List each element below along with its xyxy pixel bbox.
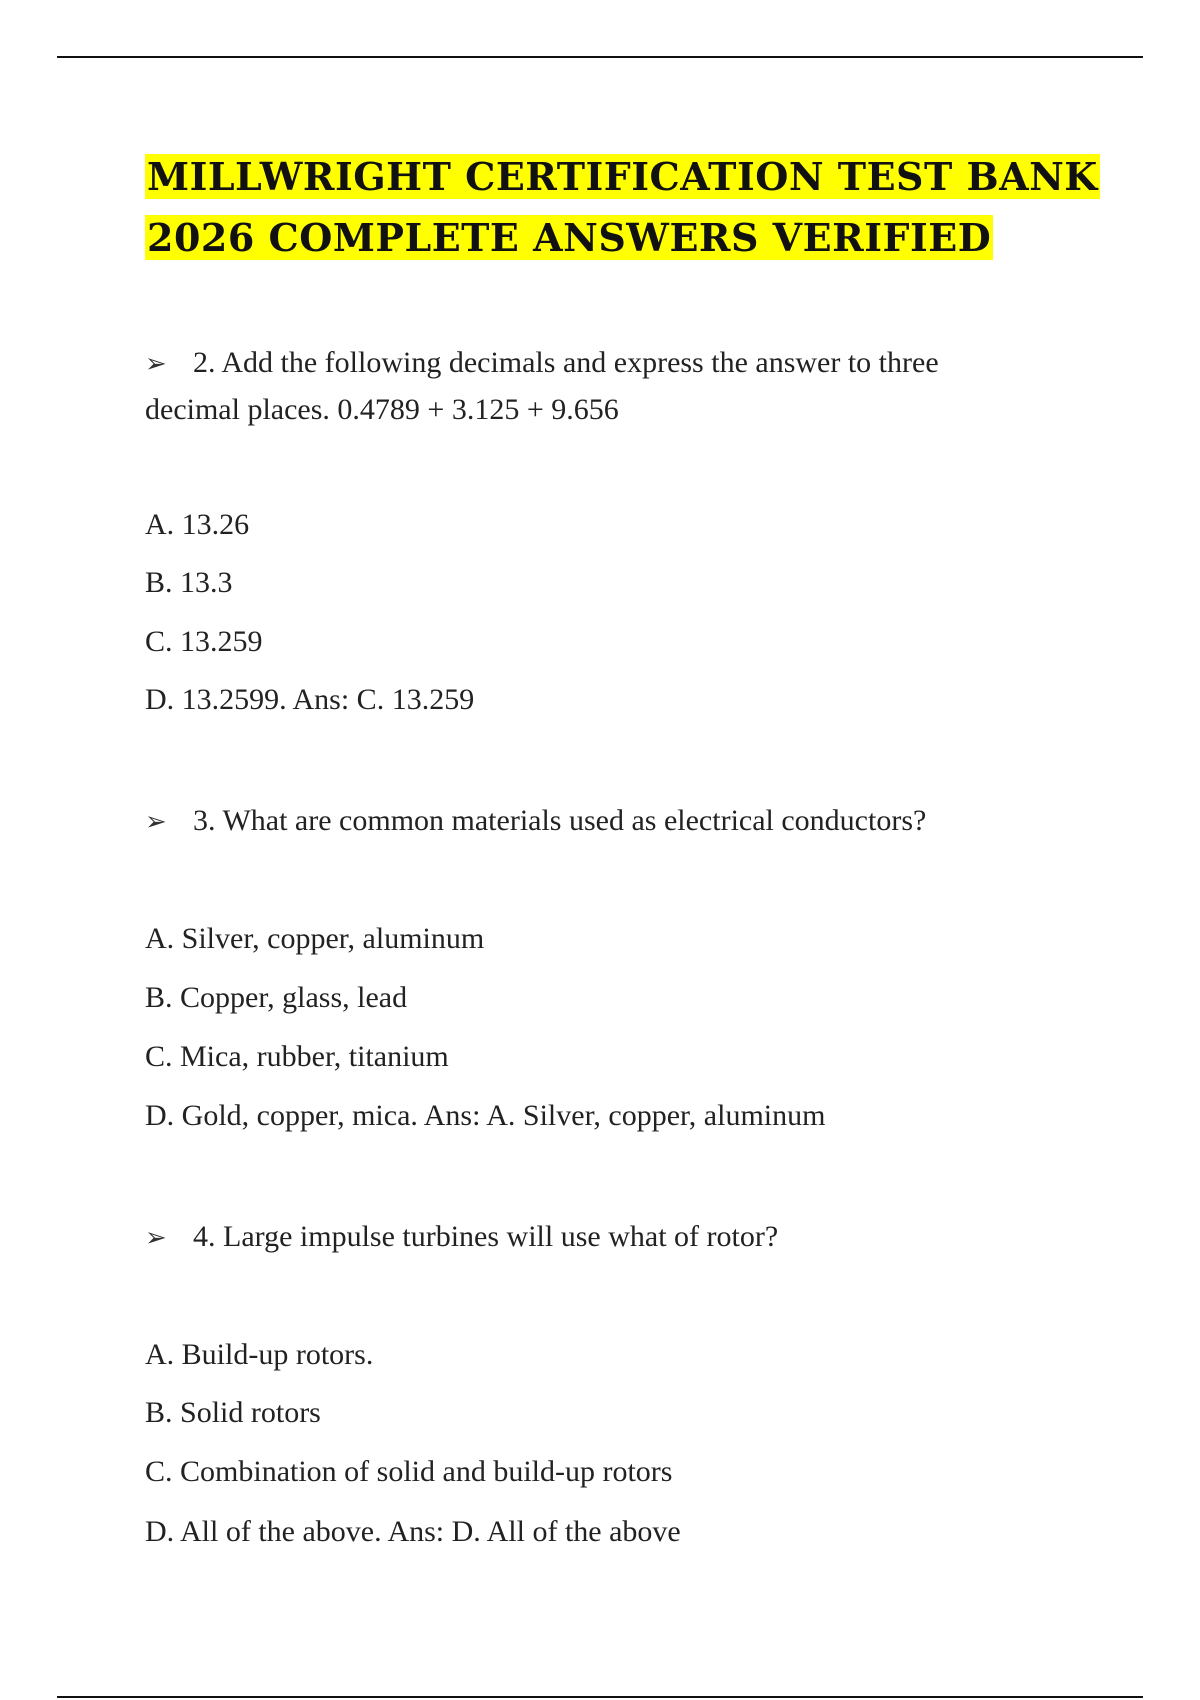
bottom-rule [57, 1696, 1143, 1698]
option-c: C. Mica, rubber, titanium [145, 1040, 449, 1073]
option-a: A. Silver, copper, aluminum [145, 922, 485, 955]
option-b: B. Copper, glass, lead [145, 981, 408, 1014]
option-d-answer: D. Gold, copper, mica. Ans: A. Silver, copper, aluminum [145, 1099, 826, 1132]
question-text: 4. Large impulse turbines will use what of rotor? [193, 1220, 779, 1253]
option-b: B. Solid rotors [145, 1396, 321, 1429]
question-4 [145, 1214, 1025, 1261]
option-d-answer: D. All of the above. Ans: D. All of the above [145, 1515, 681, 1548]
question-text: 2. Add the following decimals and express the answer to three decimal places. 0.4789 + 3.125 + 9.656 [145, 346, 939, 426]
option-c: C. Combination of solid and build-up rotors [145, 1455, 673, 1488]
option-c: C. 13.259 [145, 625, 263, 658]
option-d-answer: D. 13.2599. Ans: C. 13.259 [145, 683, 475, 716]
arrowhead-bullet-icon: ➢ [145, 349, 167, 379]
question-text: 3. What are common materials used as electrical conductors? [193, 804, 927, 837]
option-a: A. 13.26 [145, 508, 250, 541]
option-a: A. Build-up rotors. [145, 1338, 374, 1371]
arrowhead-bullet-icon: ➢ [145, 807, 167, 837]
question-2 [145, 340, 1025, 432]
title-line-1: MILLWRIGHT CERTIFICATION TEST BANK [147, 154, 1098, 199]
title-line-2: 2026 COMPLETE ANSWERS VERIFIED [147, 215, 992, 260]
question-3 [145, 798, 1025, 845]
document-title [145, 146, 1105, 268]
arrowhead-bullet-icon: ➢ [145, 1223, 167, 1253]
top-rule [57, 56, 1143, 58]
option-b: B. 13.3 [145, 566, 233, 599]
